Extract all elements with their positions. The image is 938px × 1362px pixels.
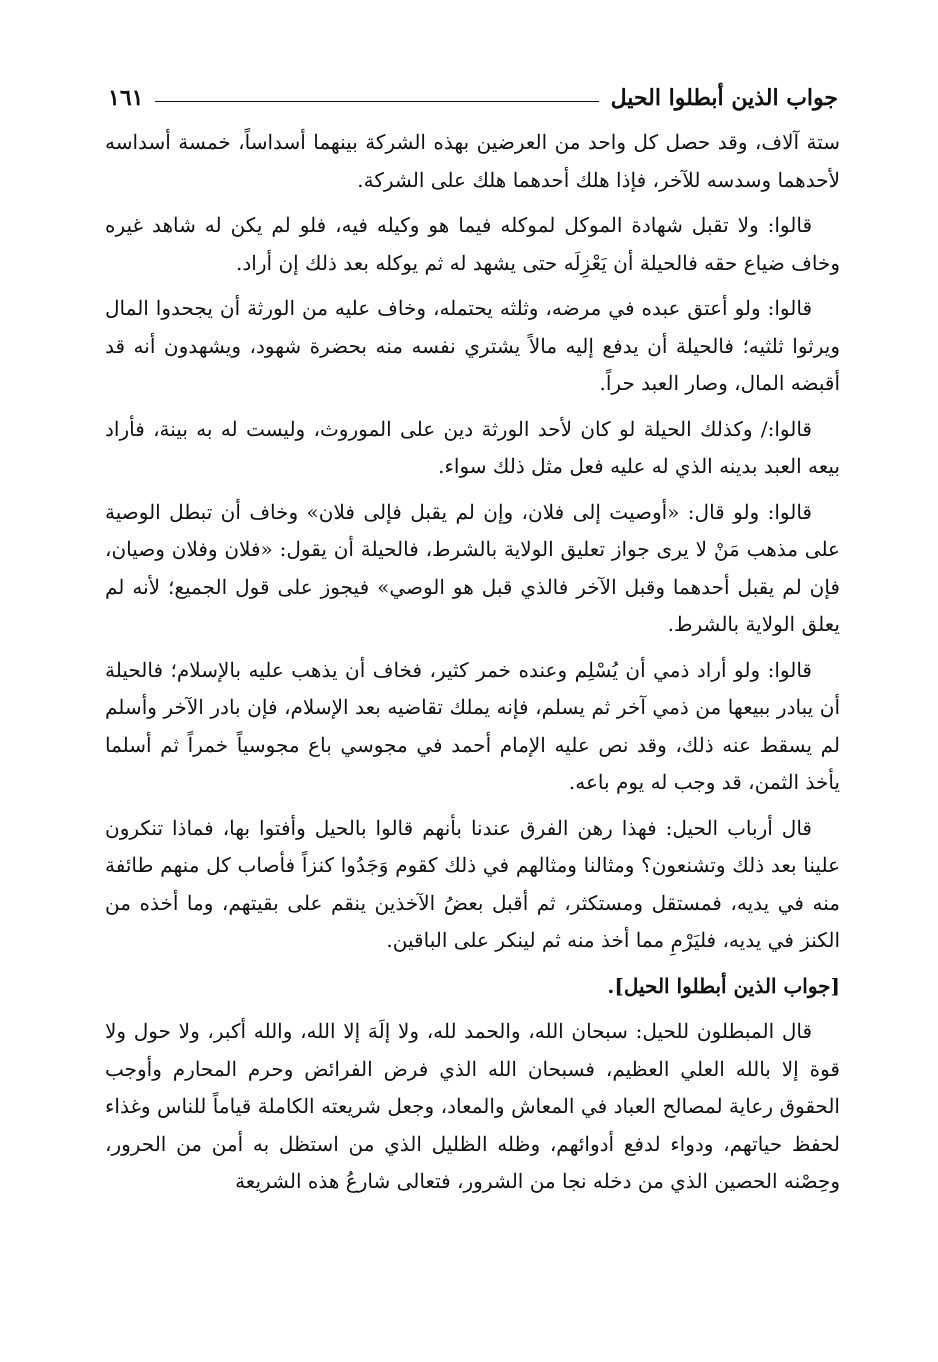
paragraph-conditional-will: قالوا: ولو قال: «أوصيت إلى فلان، وإن لم يقبل فإلى فلان» وخاف أن تبطل الوصية على مذهب مَنْ لا يرى جواز تعليق الولاية بالشرط، فالحيلة أن يقول: «فلان وفلان وصيان، فإن لم يقبل أحدهما وقبل الآخر فالذي قبل هو الوصي» فيجوز على قول الجميع؛ لأنه لم يعلق الولاية بالشرط. xyxy=(105,499,840,636)
page-body-text xyxy=(105,124,840,1344)
running-header-title: جواب الذين أبطلوا الحيل xyxy=(610,85,838,111)
paragraph-continuation: ستة آلاف، وقد حصل كل واحد من العرضين بهذه الشركة بينهما أسداساً، خمسة أسداسه لأحدهما وسدسه للآخر، فإذا هلك أحدهما هلك على الشركة. xyxy=(105,130,840,192)
paragraph-dhimmi-wine: قالوا: ولو أراد ذمي أن يُسْلِم وعنده خمر كثير، فخاف أن يذهب عليه بالإسلام؛ فالحيلة أن يبادر ببيعها من ذمي آخر ثم يسلم، فإنه يملك تقاضيه بعد الإسلام، فإن بادر الآخر وأسلم لم يسقط عنه ذلك، وقد نص عليه الإمام أحمد في مجوسي باع مجوسياً خمراً ثم أسلما يأخذ الثمن، قد وجب له يوم باعه. xyxy=(105,657,840,794)
paragraph-advocates-of-tricks: قال أرباب الحيل: فهذا رهن الفرق عندنا بأنهم قالوا بالحيل وأفتوا بها، فماذا تنكرون علينا بعد ذلك وتشنعون؟ ومثالنا ومثالهم في ذلك كقوم وَجَدُوا كنزاً فأصاب كل منهم طائفة منه في يديه، فمستقل ومستكثر، ثم أقبل بعضُ الآخذين ينقم على بقيتهم، وما أخذه من الكنز في يديه، فليَرْمِ مما أخذ منه ثم لينكر على الباقين. xyxy=(105,815,840,952)
section-heading: [جواب الذين أبطلوا الحيل]. xyxy=(607,973,840,998)
running-header xyxy=(108,80,838,116)
paragraph-refuters-reply: قال المبطلون للحيل: سبحان الله، والحمد لله، ولا إلَهَ إلا الله، والله أكبر، ولا حول ولا قوة إلا بالله العلي العظيم، فسبحان الله الذي فرض الفرائض وحرم المحارم وأوجب الحقوق رعاية لمصالح العباد في المعاش والمعاد، وجعل شريعته الكاملة قياماً للناس وغذاء لحفظ حياتهم، ودواء لدفع أدوائهم، وظله الظليل الذي من استظل به أمن من الحرور، وحِصْنه الحصين الذي من دخله نجا من الشرور، فتعالى شارعُ هذه الشريعة xyxy=(105,1019,840,1193)
page-number: ١٦١ xyxy=(108,85,144,111)
header-divider-line xyxy=(155,101,598,102)
paragraph-heir-debt: قالوا:/ وكذلك الحيلة لو كان لأحد الورثة دين على الموروث، وليست له به بينة، فأراد بيعه العبد بدينه الذي له عليه فعل مثل ذلك سواء. xyxy=(105,416,840,478)
paragraph-witness-of-agent: قالوا: ولا تقبل شهادة الموكل لموكله فيما هو وكيله فيه، فلو لم يكن له شاهد غيره وخاف ضياع حقه فالحيلة أن يَعْزِلَه حتى يشهد له ثم يوكله بعد ذلك إن أراد. xyxy=(105,213,840,275)
paragraph-freeing-slave-in-illness: قالوا: ولو أعتق عبده في مرضه، وثلثه يحتمله، وخاف عليه من الورثة أن يجحدوا المال ويرثوا ثلثيه؛ فالحيلة أن يدفع إليه مالاً يشتري نفسه منه بحضرة شهود، ويشهدون أنه قد أقبضه المال، وصار العبد حراً. xyxy=(105,296,840,395)
